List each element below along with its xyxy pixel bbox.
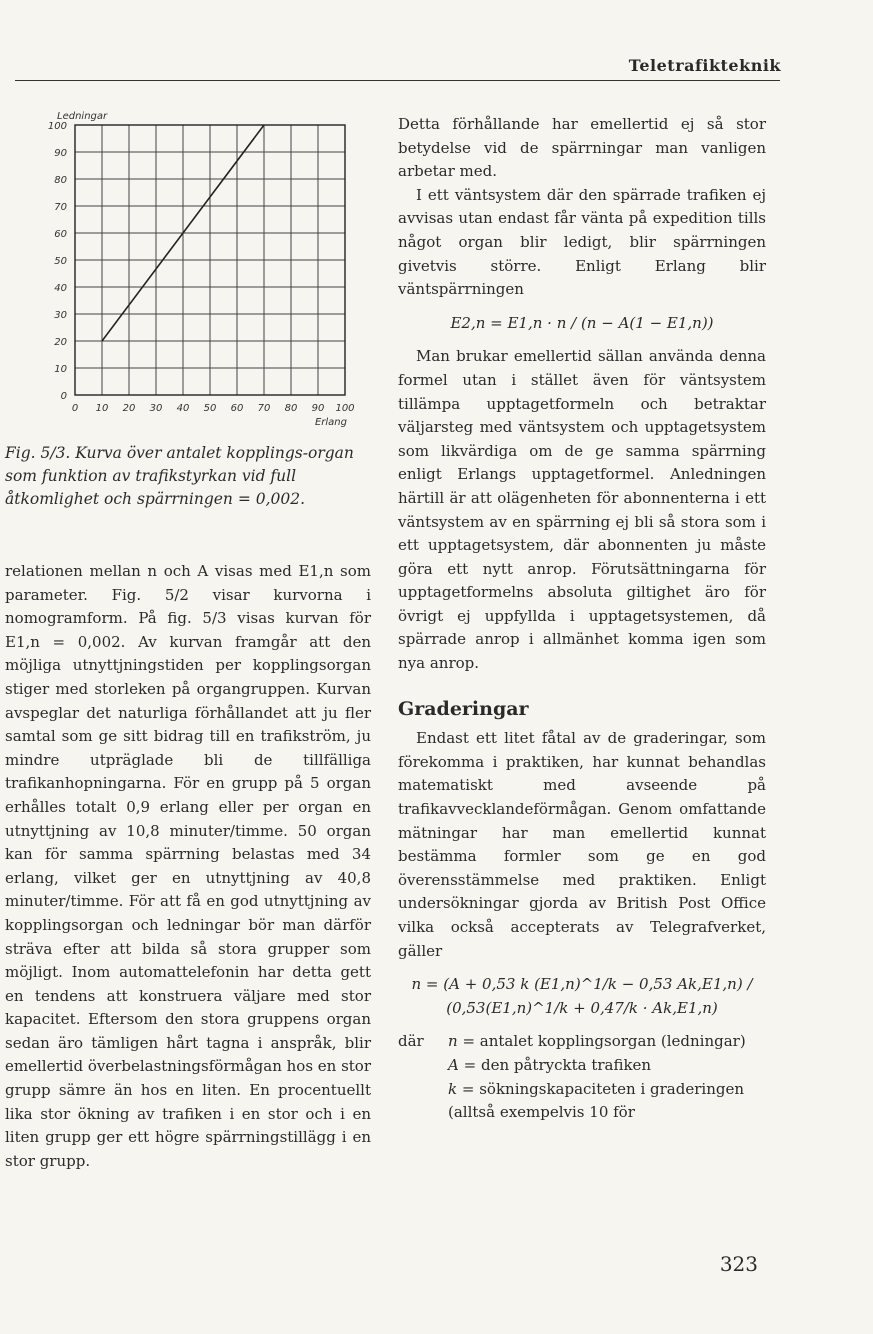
x-tick-label: 70 [257,403,271,414]
paragraph-1: Detta förhållande har emellertid ej så stor betydelse vid de spärrningar man vanligen arbetar med. [398,115,766,181]
y-tick-label: 80 [54,175,67,186]
y-tick-label: 40 [54,283,67,294]
x-tick-label: 100 [335,403,355,414]
definition-text: = antalet kopplingsorgan (ledningar) [462,1032,746,1051]
paragraph-3: Man brukar emellertid sällan använda denna formel utan i stället även för väntsystem tillämpa upptagetformeln och betraktar väljarsteg med väntsystem och upptagetsystem som likvärdiga om de ge samma spärrning enligt Erlangs upptagetformel. Anledningen härtill är att olägenheten för abonnenterna i ett väntsystem av en spärrning ej bli så stora som i ett upptagetsystem, där abonnenten ju måste göra ett nytt anrop. Förutsättningarna för upptagetformelns absoluta giltighet äro för övrigt ej uppfyllda i upptagetsystemen, då spärrade anrop i allmänhet komma igen som nya anrop. [398,347,766,673]
y-tick-label: 0 [60,391,67,402]
definition-symbol: A [448,1055,459,1074]
header-rule [15,80,780,81]
y-tick-label: 70 [54,202,67,213]
running-head: Teletrafikteknik [628,56,781,75]
x-tick-label: 10 [95,403,109,414]
x-tick-label: 0 [71,403,79,414]
page-number: 323 [719,1252,758,1276]
right-column [398,113,766,1125]
left-column [5,560,371,1173]
left-paragraph: relationen mellan n och A visas med E1,n som parameter. Fig. 5/2 visar kurvorna i nomogramform. På fig. 5/3 visas kurvan för E1,n = 0,002. Av kurvan framgår att den möjliga utnyttjningstiden per kopplingsorgan stiger med storleken på organgruppen. Kurvan avspeglar det naturliga förhållandet att ju fler samtal som ge sitt bidrag till en trafikström, ju mindre utpräglade bli de tillfälliga trafikanhopningarna. För en grupp på 5 organ erhålles totalt 0,9 erlang eller per organ en utnyttjning av 10,8 minuter/timme. 50 organ kan för samma spärrning belastas med 34 erlang, vilket ger en utnyttjning av 40,8 minuter/timme. För att få en god utnyttjning av kopplingsorgan och ledningar bör man därför sträva efter att bilda så stora grupper som möjligt. Inom automattelefonin har detta gett en tendens att konstruera väljare med stor kapacitet. Eftersom den stora gruppens organ sedan äro tämligen hårt tagna i anspråk, blir emellertid överbelastningsförmågan hos en stor grupp sämre än hos en liten. En procentuellt lika stor ökning av trafiken i en stor och i en liten grupp ger ett högre spärrningstillägg i en stor grupp. [5,562,372,1170]
x-tick-label: 30 [149,403,163,414]
y-tick-label: 60 [54,229,67,240]
where-label: där [398,1032,424,1051]
x-tick-label: 20 [122,403,136,414]
definition-symbol: k [448,1079,458,1098]
formula-waiting-blocking: E2,n = E1,n · n / (n − A(1 − E1,n)) [450,313,714,332]
figure-chart [45,100,375,440]
x-axis-label: Erlang [314,417,347,428]
y-tick-label: 30 [54,310,67,321]
y-tick-label: 100 [47,121,67,132]
definition-k [448,1078,766,1125]
chart-svg [45,100,375,440]
x-tick-label: 50 [203,403,217,414]
definition-symbol: n [448,1032,458,1051]
y-axis-label: Ledningar [57,111,108,122]
definition-a [448,1054,766,1078]
x-tick-label: 80 [284,403,298,414]
definitions-list [398,1030,766,1124]
section-heading: Graderingar [398,697,529,720]
definition-text: = sökningskapaciteten i graderingen (alltså exempelvis 10 för [448,1079,744,1122]
paragraph-4: Endast ett litet fåtal av de graderingar, som förekomma i praktiken, har kunnat behandlas matematiskt med avseende på trafikavvecklandeförmågan. Genom omfattande mätningar har man emellertid kunnat bestämma formler som ge en god överensstämmelse med praktiken. Enligt undersökningar gjorda av British Post Office vilka också accepterats av Telegrafverket, gäller [398,729,766,960]
figure-caption: Fig. 5/3. Kurva över antalet kopplings-organ som funktion av trafikstyrkan vid full åtkomlighet och spärrningen = 0,002. [5,444,354,508]
x-tick-label: 60 [230,403,244,414]
y-tick-label: 20 [54,337,67,348]
definition-text: = den påtryckta trafiken [463,1055,652,1074]
formula-grading: n = (A + 0,53 k (E1,n)^1/k − 0,53 Ak,E1,n) / (0,53(E1,n)^1/k + 0,47/k · Ak,E1,n) [411,975,753,1017]
definition-n [448,1030,766,1054]
y-tick-label: 90 [54,148,67,159]
paragraph-2: I ett väntsystem där den spärrade trafiken ej avvisas utan endast får vänta på expedition tills något organ blir ledigt, blir spärrningen givetvis större. Enligt Erlang blir väntspärrningen [398,185,766,299]
x-tick-label: 40 [176,403,190,414]
x-tick-label: 90 [311,403,325,414]
y-tick-label: 10 [54,364,67,375]
y-tick-label: 50 [54,256,67,267]
